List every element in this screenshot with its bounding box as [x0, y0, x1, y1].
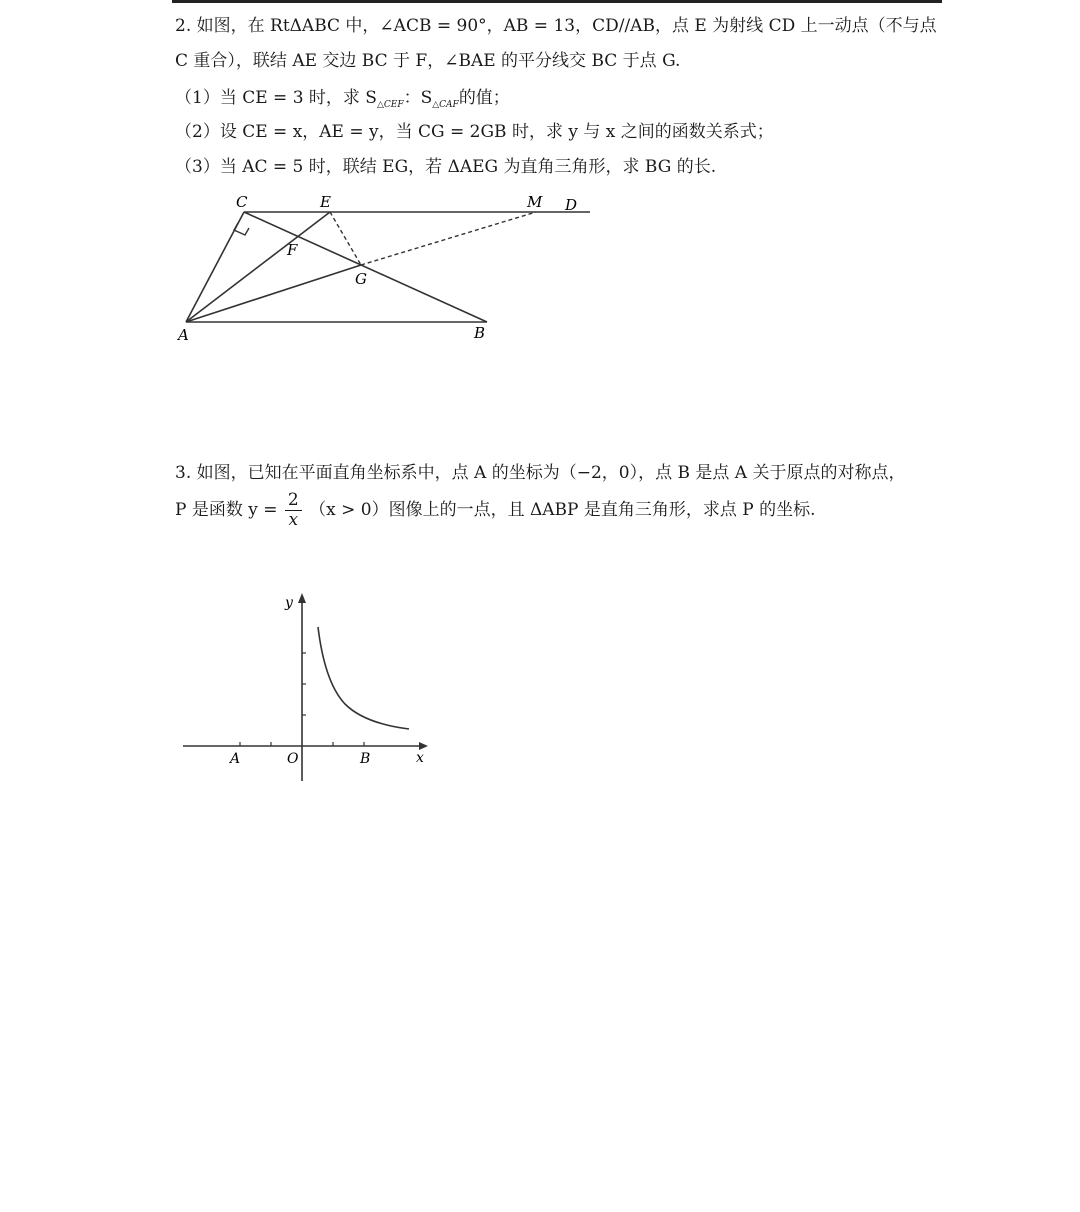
problem2-question2: （2）设 CE = x，AE = y，当 CG = 2GB 时，求 y 与 x 之间的函数关系式；: [175, 122, 774, 142]
fraction-numerator: 2: [285, 491, 302, 511]
coordinate-figure: [175, 585, 445, 785]
label-b: B: [474, 324, 486, 342]
problem2-line1: 2. 如图，在 RtΔABC 中，∠ACB = 90°，AB = 13，CD//AB，点 E 为射线 CD 上一动点（不与点: [175, 16, 937, 36]
label-a: A: [178, 326, 189, 344]
segment-gm: [361, 212, 536, 265]
label-point-a: A: [230, 751, 241, 767]
top-rule: [172, 0, 942, 3]
fraction-denominator: x: [288, 510, 299, 530]
problem3-text-post: （x > 0）图像上的一点，且 ΔABP 是直角三角形，求点 P 的坐标.: [309, 500, 816, 520]
label-m: M: [527, 193, 543, 211]
problem2-question1: [175, 86, 510, 117]
problem3-text-pre: P 是函数 y =: [175, 500, 278, 520]
q1-subscript-cef: △CEF: [376, 100, 404, 110]
label-origin: O: [287, 751, 299, 767]
problem2-line2: C 重合），联结 AE 交边 BC 于 F，∠BAE 的平分线交 BC 于点 G.: [175, 51, 681, 71]
segment-eg: [330, 212, 361, 265]
label-f: F: [287, 241, 298, 259]
q1-text-post: 的值；: [458, 88, 510, 108]
problem2-question3: （3）当 AC = 5 时，联结 EG，若 ΔAEG 为直角三角形，求 BG 的长.: [175, 157, 717, 177]
problem3-line2: [175, 488, 816, 532]
q1-text-pre: （1）当 CE = 3 时，求 S: [175, 88, 377, 108]
label-point-b: B: [360, 751, 371, 767]
triangle-figure: [170, 188, 600, 348]
problem3-line1: 3. 如图，已知在平面直角坐标系中，点 A 的坐标为（−2，0），点 B 是点 A 关于原点的对称点，: [175, 463, 906, 483]
x-axis-arrow: [419, 742, 428, 750]
label-g: G: [355, 270, 367, 288]
hyperbola-curve: [318, 627, 409, 729]
label-y: y: [285, 595, 293, 611]
right-angle-marker: [234, 223, 249, 235]
label-d: D: [565, 196, 578, 214]
fraction-2-over-x: [285, 491, 302, 529]
y-axis-arrow: [298, 593, 306, 603]
label-x: x: [416, 750, 424, 766]
segment-ae: [186, 212, 330, 322]
q1-text-mid: ：S: [403, 88, 433, 108]
label-e: E: [320, 193, 331, 211]
segment-cb: [244, 212, 487, 322]
label-c: C: [236, 193, 248, 211]
q1-subscript-caf: △CAF: [432, 100, 459, 110]
